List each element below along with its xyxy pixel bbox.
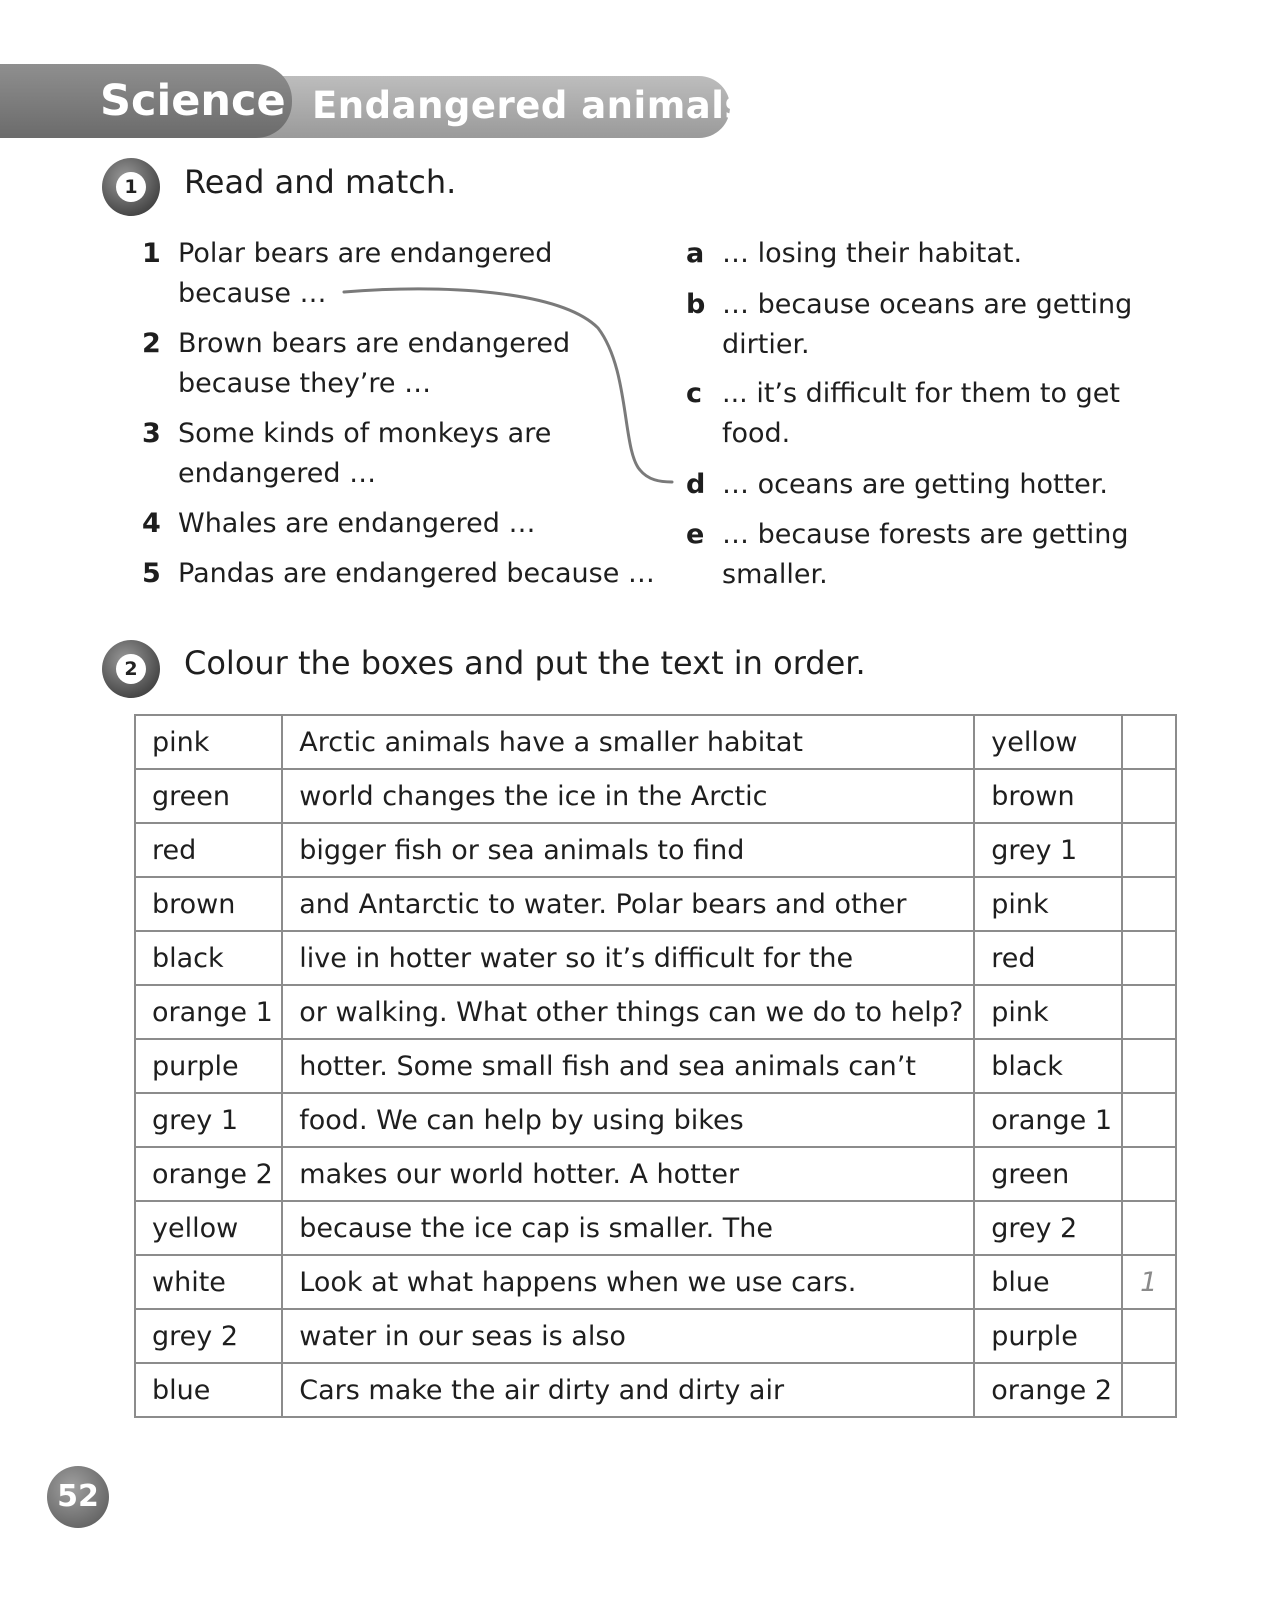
exercise-2-badge — [102, 640, 160, 698]
text-fragment-cell: hotter. Some small fish and sea animals can’t — [282, 1039, 974, 1093]
text-fragment-cell: world changes the ice in the Arctic — [282, 769, 974, 823]
right-colour-box[interactable]: purple — [974, 1309, 1121, 1363]
order-number-box[interactable] — [1122, 1039, 1177, 1093]
order-number-box[interactable]: 1 — [1122, 1255, 1177, 1309]
item-letter: e — [686, 519, 705, 550]
left-colour-box[interactable]: purple — [135, 1039, 282, 1093]
order-number-box[interactable] — [1122, 823, 1177, 877]
page-number: 52 — [47, 1466, 109, 1528]
item-text-line: … because oceans are getting — [722, 289, 1133, 320]
table-row — [135, 1039, 1176, 1093]
order-number-box[interactable] — [1122, 715, 1177, 769]
item-number: 5 — [142, 558, 161, 589]
item-text-line: Pandas are endangered because … — [178, 558, 655, 589]
text-fragment-cell: Arctic animals have a smaller habitat — [282, 715, 974, 769]
item-text-line: … losing their habitat. — [722, 238, 1023, 269]
item-letter: a — [686, 238, 705, 269]
order-number-box[interactable] — [1122, 985, 1177, 1039]
text-fragment-cell: food. We can help by using bikes — [282, 1093, 974, 1147]
item-text-line: … oceans are getting hotter. — [722, 469, 1108, 500]
right-colour-box[interactable]: blue — [974, 1255, 1121, 1309]
exercise-2-number: 2 — [116, 654, 146, 684]
left-colour-box[interactable]: grey 1 — [135, 1093, 282, 1147]
text-fragment-cell: live in hotter water so it’s difficult for the — [282, 931, 974, 985]
item-text-line: … because forests are getting — [722, 519, 1129, 550]
left-colour-box[interactable]: pink — [135, 715, 282, 769]
text-fragment-cell: Look at what happens when we use cars. — [282, 1255, 974, 1309]
item-text-line: Whales are endangered … — [178, 508, 536, 539]
left-colour-box[interactable]: blue — [135, 1363, 282, 1417]
table-row — [135, 1201, 1176, 1255]
right-colour-box[interactable]: pink — [974, 985, 1121, 1039]
right-colour-box[interactable]: orange 2 — [974, 1363, 1121, 1417]
ordering-table — [134, 714, 1177, 1418]
right-colour-box[interactable]: black — [974, 1039, 1121, 1093]
text-fragment-cell: water in our seas is also — [282, 1309, 974, 1363]
text-fragment-cell: makes our world hotter. A hotter — [282, 1147, 974, 1201]
exercise-1-badge — [102, 158, 160, 216]
item-text-line: food. — [722, 418, 791, 449]
table-row — [135, 931, 1176, 985]
topic-title: Endangered animals — [312, 84, 747, 127]
item-text-line: smaller. — [722, 559, 828, 590]
item-text-line: because … — [178, 278, 327, 309]
right-colour-box[interactable]: yellow — [974, 715, 1121, 769]
right-colour-box[interactable]: red — [974, 931, 1121, 985]
text-fragment-cell: because the ice cap is smaller. The — [282, 1201, 974, 1255]
order-number-box[interactable] — [1122, 931, 1177, 985]
table-row — [135, 877, 1176, 931]
item-number: 3 — [142, 418, 161, 449]
table-row — [135, 1255, 1176, 1309]
item-number: 4 — [142, 508, 161, 539]
item-text-line: because they’re … — [178, 368, 432, 399]
table-row — [135, 1363, 1176, 1417]
right-colour-box[interactable]: green — [974, 1147, 1121, 1201]
table-row — [135, 1147, 1176, 1201]
left-colour-box[interactable]: orange 1 — [135, 985, 282, 1039]
text-fragment-cell: or walking. What other things can we do to help? — [282, 985, 974, 1039]
item-text-line: dirtier. — [722, 329, 810, 360]
table-row — [135, 715, 1176, 769]
item-number: 1 — [142, 238, 161, 269]
left-colour-box[interactable]: brown — [135, 877, 282, 931]
order-number-box[interactable] — [1122, 1363, 1177, 1417]
item-letter: c — [686, 378, 703, 409]
text-fragment-cell: bigger fish or sea animals to find — [282, 823, 974, 877]
left-colour-box[interactable]: yellow — [135, 1201, 282, 1255]
table-row — [135, 769, 1176, 823]
item-text-line: ... it’s difficult for them to get — [722, 378, 1120, 409]
item-text-line: Polar bears are endangered — [178, 238, 553, 269]
order-number-box[interactable] — [1122, 1147, 1177, 1201]
item-text-line: Some kinds of monkeys are — [178, 418, 552, 449]
left-colour-box[interactable]: black — [135, 931, 282, 985]
right-colour-box[interactable]: orange 1 — [974, 1093, 1121, 1147]
order-number-box[interactable] — [1122, 769, 1177, 823]
left-colour-box[interactable]: orange 2 — [135, 1147, 282, 1201]
exercise-1-instruction: Read and match. — [184, 163, 457, 201]
table-row — [135, 985, 1176, 1039]
right-colour-box[interactable]: grey 2 — [974, 1201, 1121, 1255]
right-colour-box[interactable]: pink — [974, 877, 1121, 931]
item-number: 2 — [142, 328, 161, 359]
order-number-box[interactable] — [1122, 877, 1177, 931]
right-colour-box[interactable]: brown — [974, 769, 1121, 823]
table-row — [135, 1309, 1176, 1363]
item-letter: b — [686, 289, 706, 320]
subject-title: Science — [100, 76, 286, 126]
table-row — [135, 1093, 1176, 1147]
item-text-line: endangered … — [178, 458, 377, 489]
left-colour-box[interactable]: white — [135, 1255, 282, 1309]
left-colour-box[interactable]: green — [135, 769, 282, 823]
right-colour-box[interactable]: grey 1 — [974, 823, 1121, 877]
exercise-1-number: 1 — [116, 172, 146, 202]
left-colour-box[interactable]: red — [135, 823, 282, 877]
item-text-line: Brown bears are endangered — [178, 328, 571, 359]
table-row — [135, 823, 1176, 877]
text-fragment-cell: and Antarctic to water. Polar bears and other — [282, 877, 974, 931]
order-number-box[interactable] — [1122, 1093, 1177, 1147]
order-number-box[interactable] — [1122, 1309, 1177, 1363]
text-fragment-cell: Cars make the air dirty and dirty air — [282, 1363, 974, 1417]
left-colour-box[interactable]: grey 2 — [135, 1309, 282, 1363]
item-letter: d — [686, 469, 706, 500]
order-number-box[interactable] — [1122, 1201, 1177, 1255]
exercise-2-instruction: Colour the boxes and put the text in order. — [184, 644, 866, 682]
